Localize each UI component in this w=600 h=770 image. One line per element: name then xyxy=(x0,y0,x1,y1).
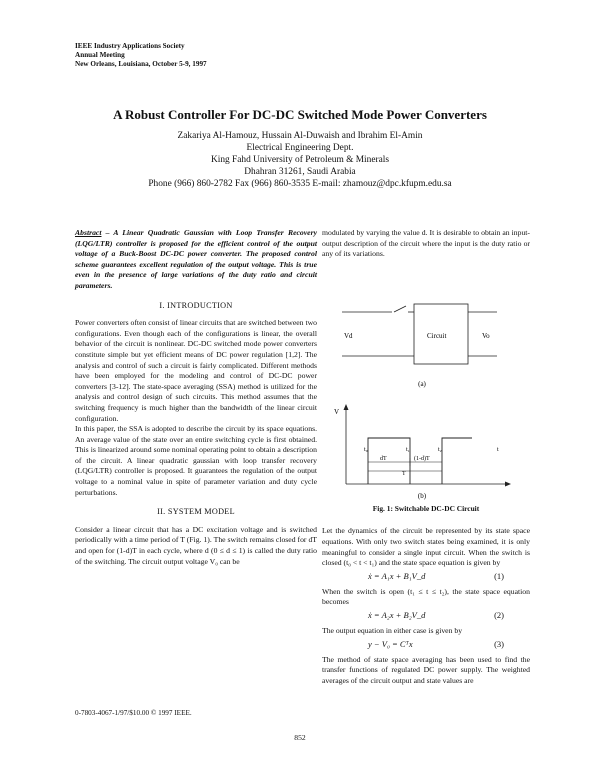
v-axis-label: V xyxy=(334,407,340,416)
equation-1-expression: ẋ = A₁x + B₁V_d xyxy=(368,570,426,581)
equation-2-number: (2) xyxy=(494,609,504,620)
equation-3-expression: y − V₀ = Cᵀx xyxy=(368,638,413,649)
right-paragraph-4: The output equation in either case is given by xyxy=(322,625,463,635)
equation-3 xyxy=(322,639,530,653)
switch-blade xyxy=(394,306,406,312)
author-names: Zakariya Al-Hamouz, Hussain Al-Duwaish and Ibrahim El-Amin xyxy=(177,131,423,141)
model-paragraph-1: Consider a linear circuit that has a DC excitation voltage and is switched periodically with a time period of T (Fig. 1). The switch remains closed for dT and open for (1-d)T in each cycle, where d (0 ≤ d ≤ 1) is called the duty ratio of the switching. The circuit output voltage V₀ can be xyxy=(75,524,317,566)
intro-paragraph-2: In this paper, the SSA is adopted to describe the circuit by its space equations. An average value of the state over an entire switching cycle is first obtained. This is linearized around some nominal operating point to obtain a description of the circuit. A linear quadratic gaussian with loop transfer recovery (LQG/LTR) controller is proposed. It guarantees the regulation of the output voltage to a nominal value in spite of parameter variation and duty cycle perturbations. xyxy=(75,424,317,497)
abstract-text: – A Linear Quadratic Gaussian with Loop Transfer Recovery (LQG/LTR) controller is proposed for the efficient control of the output voltage of a Buck-Boost DC-DC power converter. The proposed control scheme guarantees excellent regulation of the output voltage. This is true even in the presence of large variations of the duty ratio and circuit parameters. xyxy=(75,228,317,290)
paper-title: A Robust Controller For DC-DC Switched Mode Power Converters xyxy=(113,107,487,122)
pulse-2 xyxy=(442,438,472,484)
author-contact: Phone (966) 860-2782 Fax (966) 860-3535 E-mail: zhamouz@dpc.kfupm.edu.sa xyxy=(148,179,452,189)
subfigure-b-label: (b) xyxy=(417,491,427,500)
page-number: 852 xyxy=(294,733,306,742)
right-paragraph-2: Let the dynamics of the circuit be represented by its state space equations. With only two switch states being examined, it is only meaningful to consider a single input circuit. When the switch is closed (t₀ < t < t₁) and the state space equation is given by xyxy=(322,526,530,568)
equation-1-number: (1) xyxy=(494,570,504,581)
subfigure-a-label: (a) xyxy=(418,379,426,388)
figure-1-svg xyxy=(322,260,530,502)
vo-label: Vo xyxy=(482,331,490,340)
author-block xyxy=(0,130,600,190)
right-paragraph-1: modulated by varying the value d. It is desirable to obtain an input-output description of the circuit where the input is the duty ratio or any of its variations. xyxy=(322,228,530,259)
author-university: King Fahd University of Petroleum & Minerals xyxy=(210,155,390,165)
intro-paragraph-1: Power converters often consist of linear circuits that are switched between two configurations. Even though each of the configurations is linear, the overall behavior of the circuit is nonlinear. DC-DC switched mode power converters constitute simple but yet efficient means of DC power regulation [1,2]. The analysis and control of such a circuit is fairly complicated. Different methods have been employed for the modeling and control of DC-DC power converters [3-12]. The state-space averaging (SSA) method is utilized for the analysis and control design of such circuits. This method assumes that the switching frequency is much higher than the bandwidth of the linear circuit configuration. xyxy=(75,318,317,423)
conference-info xyxy=(75,42,207,69)
right-paragraph-3: When the switch is open (t₁ ≤ t ≤ t₂), the state space equation becomes xyxy=(322,586,530,607)
figure-1-caption: Fig. 1: Switchable DC-DC Circuit xyxy=(372,503,480,513)
right-paragraph-5: The method of state space averaging has been used to find the transfer functions of regulated DC power supply. The weighted averages of the circuit output and state values are xyxy=(322,654,530,685)
equation-2-expression: ẋ = A₂x + B₂V_d xyxy=(368,609,426,620)
author-department: Electrical Engineering Dept. xyxy=(246,143,354,153)
t0-label: t₀ xyxy=(364,446,368,453)
t2-label: t₂ xyxy=(438,446,442,453)
circuit-label: Circuit xyxy=(427,331,447,340)
t-axis-label: t xyxy=(497,446,499,453)
author-city: Dhahran 31261, Saudi Arabia xyxy=(244,167,356,177)
model-heading: II. SYSTEM MODEL xyxy=(157,507,235,517)
right-column xyxy=(322,228,530,686)
v-axis-arrow xyxy=(344,404,349,410)
left-column xyxy=(75,228,317,567)
one-minus-dT-label: (1-d)T xyxy=(414,455,430,462)
isbn-footer: 0-7803-4067-1/97/$10.00 © 1997 IEEE. xyxy=(75,709,192,717)
t1-label: t₁ xyxy=(406,446,410,453)
period-label: T xyxy=(402,470,406,477)
equation-1 xyxy=(322,571,530,585)
conference-meeting: Annual Meeting xyxy=(75,51,125,59)
dT-label: dT xyxy=(380,455,387,462)
conference-society: IEEE Industry Applications Society xyxy=(75,42,185,50)
conference-location: New Orleans, Louisiana, October 5-9, 1997 xyxy=(75,60,207,68)
equation-2 xyxy=(322,610,530,624)
equation-3-number: (3) xyxy=(494,638,504,649)
abstract-lead: Abstract xyxy=(75,228,102,237)
t-axis-arrow xyxy=(505,481,511,486)
abstract xyxy=(75,228,317,292)
pulse-1 xyxy=(368,438,410,484)
intro-heading: I. INTRODUCTION xyxy=(159,300,233,310)
figure-1 xyxy=(322,260,530,502)
vd-label: Vd xyxy=(344,331,353,340)
